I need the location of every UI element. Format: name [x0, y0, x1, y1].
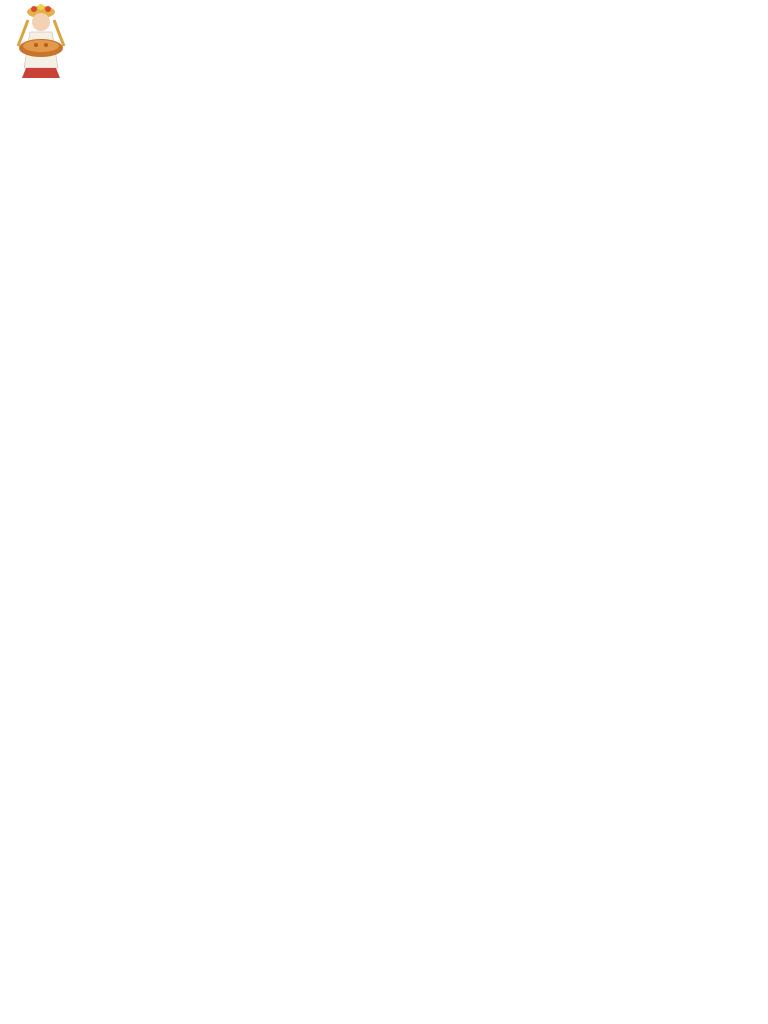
logo-illustration	[6, 2, 76, 80]
wheat-border-decoration	[0, 880, 768, 990]
